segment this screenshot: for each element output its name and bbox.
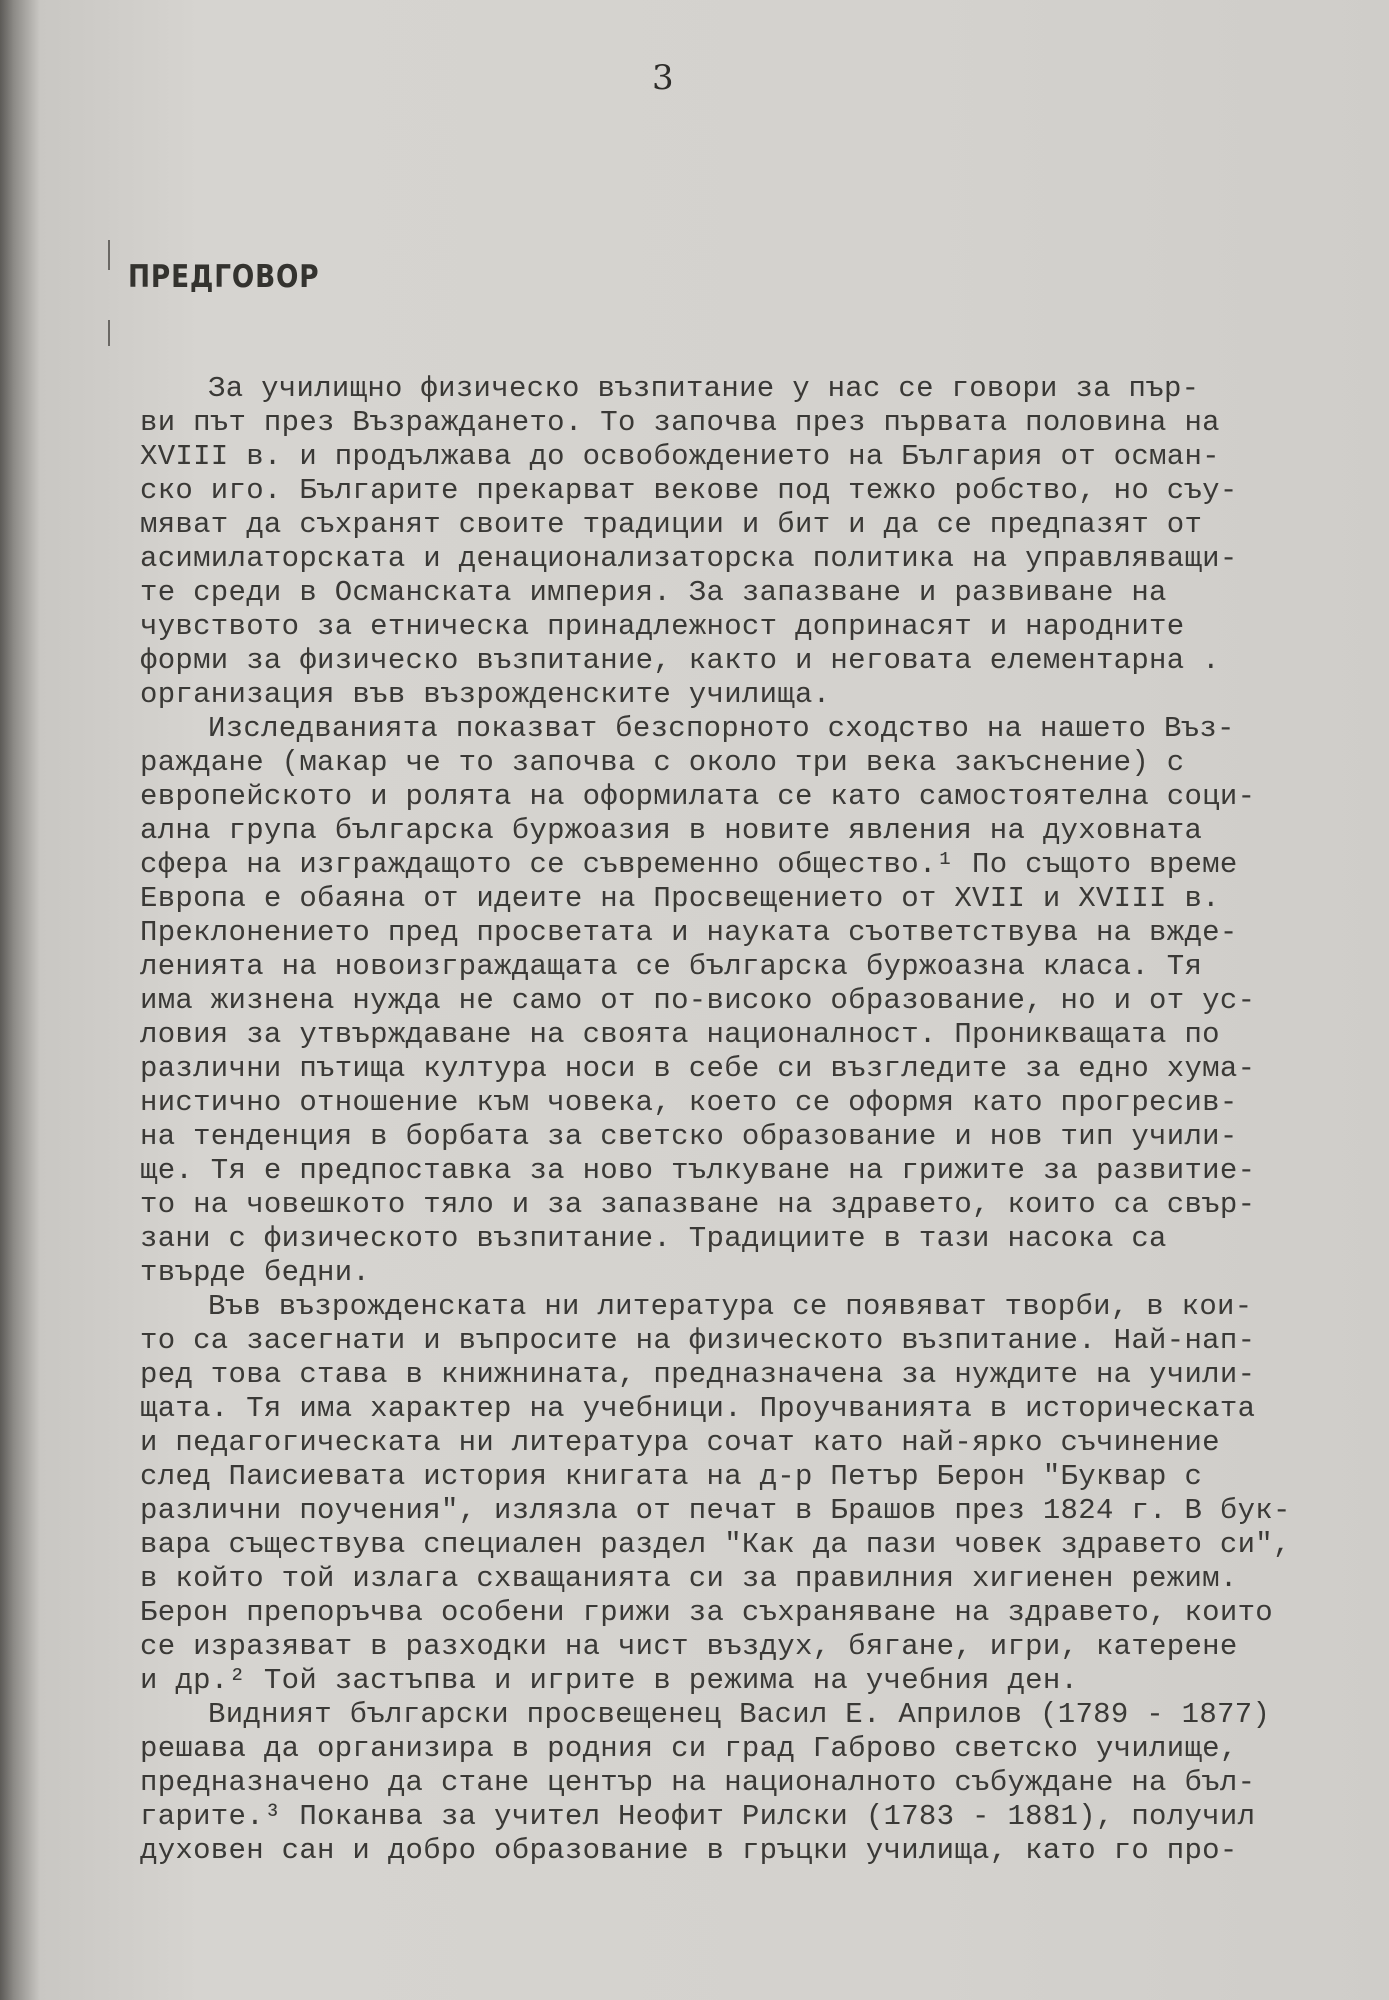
text-line: раждане (макар че то започва с около три века закъснение) с (140, 746, 1185, 779)
text-line: ловия за утвърждаване на своята националност. Проникващата по (140, 1018, 1220, 1051)
text-line: на тенденция в борбата за светско образование и нов тип учили- (140, 1120, 1238, 1153)
text-line: Европа е обаяна от идеите на Просвещението от XVII и XVIII в. (140, 882, 1220, 915)
section-heading: ПРЕДГОВОР (128, 259, 320, 295)
text-line: то на човешкото тяло и за запазване на здравето, които са свър- (140, 1188, 1256, 1221)
text-line: различни поучения", излязла от печат в Брашов през 1824 г. В бук- (140, 1494, 1291, 1527)
page-number: 3 (652, 58, 674, 98)
text-line: За училищно физическо възпитание у нас се говори за пър- (208, 372, 1200, 405)
text-line: мяват да съхранят своите традиции и бит и да се предпазят от (140, 508, 1203, 541)
text-line: нистично отношение към човека, което се оформя като прогресив- (140, 1086, 1238, 1119)
text-line: Във възрожденската ни литература се появяват творби, в кои- (208, 1290, 1253, 1323)
text-line: има жизнена нужда не само от по-високо образование, но и от ус- (140, 984, 1256, 1017)
text-line: ще. Тя е предпоставка за ново тълкуване на грижите за развитие- (140, 1154, 1256, 1187)
text-line: европейското и ролята на оформилата се като самостоятелна соци- (140, 780, 1256, 813)
text-line: Изследванията показват безспорното сходство на нашето Въз- (208, 712, 1235, 745)
text-line: ред това става в книжнината, предназначена за нуждите на учили- (140, 1358, 1256, 1391)
document-body (140, 372, 1340, 1868)
margin-mark (108, 320, 110, 346)
text-line: гарите.³ Поканва за учител Неофит Рилски (1783 - 1881), получил (140, 1800, 1256, 1833)
text-line: те среди в Османската империя. За запазване и развиване на (140, 576, 1167, 609)
text-line: в който той излага схващанията си за правилния хигиенен режим. (140, 1562, 1238, 1595)
text-line: твърде бедни. (140, 1256, 371, 1289)
text-line: ско иго. Българите прекарват векове под тежко робство, но съу- (140, 474, 1238, 507)
text-line: то са засегнати и въпросите на физическото възпитание. Най-нап- (140, 1324, 1256, 1357)
text-line: чувството за етническа принадлежност допринасят и народните (140, 610, 1185, 643)
text-line: решава да организира в родния си град Габрово светско училище, (140, 1732, 1238, 1765)
text-line: предназначено да стане център на националното събуждане на бъл- (140, 1766, 1256, 1799)
text-line: щата. Тя има характер на учебници. Проучванията в историческата (140, 1392, 1256, 1425)
text-line: организация във възрожденските училища. (140, 678, 831, 711)
text-line: асимилаторската и денационализаторска политика на управляващи- (140, 542, 1238, 575)
text-line: Преклонението пред просветата и науката съответствува на вжде- (140, 916, 1238, 949)
text-line: форми за физическо възпитание, както и неговата елементарна . (140, 644, 1220, 677)
text-line: различни пътища култура носи в себе си възгледите за едно хума- (140, 1052, 1256, 1085)
text-line: вара съществува специален раздел "Как да пази човек здравето си", (140, 1528, 1291, 1561)
text-line: ви път през Възраждането. То започва през първата половина на (140, 406, 1220, 439)
text-line: ална група българска буржоазия в новите явления на духовната (140, 814, 1203, 847)
text-line: духовен сан и добро образование в гръцки училища, като го про- (140, 1834, 1238, 1867)
text-line: и др.² Той застъпва и игрите в режима на учебния ден. (140, 1664, 1079, 1697)
text-line: ленията на новоизграждащата се българска буржоазна класа. Тя (140, 950, 1203, 983)
text-line: сфера на изграждащото се съвременно общество.¹ По същото време (140, 848, 1238, 881)
text-line: зани с физическото възпитание. Традициите в тази насока са (140, 1222, 1167, 1255)
text-line: и педагогическата ни литература сочат като най-ярко съчинение (140, 1426, 1220, 1459)
text-line: след Паисиевата история книгата на д-р Петър Берон "Буквар с (140, 1460, 1203, 1493)
margin-mark (108, 240, 110, 270)
text-line: Видният български просвещенец Васил Е. Априлов (1789 - 1877) (208, 1698, 1271, 1731)
text-line: XVIII в. и продължава до освобождението на България от осман- (140, 440, 1220, 473)
text-line: се изразяват в разходки на чист въздух, бягане, игри, катерене (140, 1630, 1238, 1663)
text-line: Берон препоръчва особени грижи за съхраняване на здравето, които (140, 1596, 1273, 1629)
